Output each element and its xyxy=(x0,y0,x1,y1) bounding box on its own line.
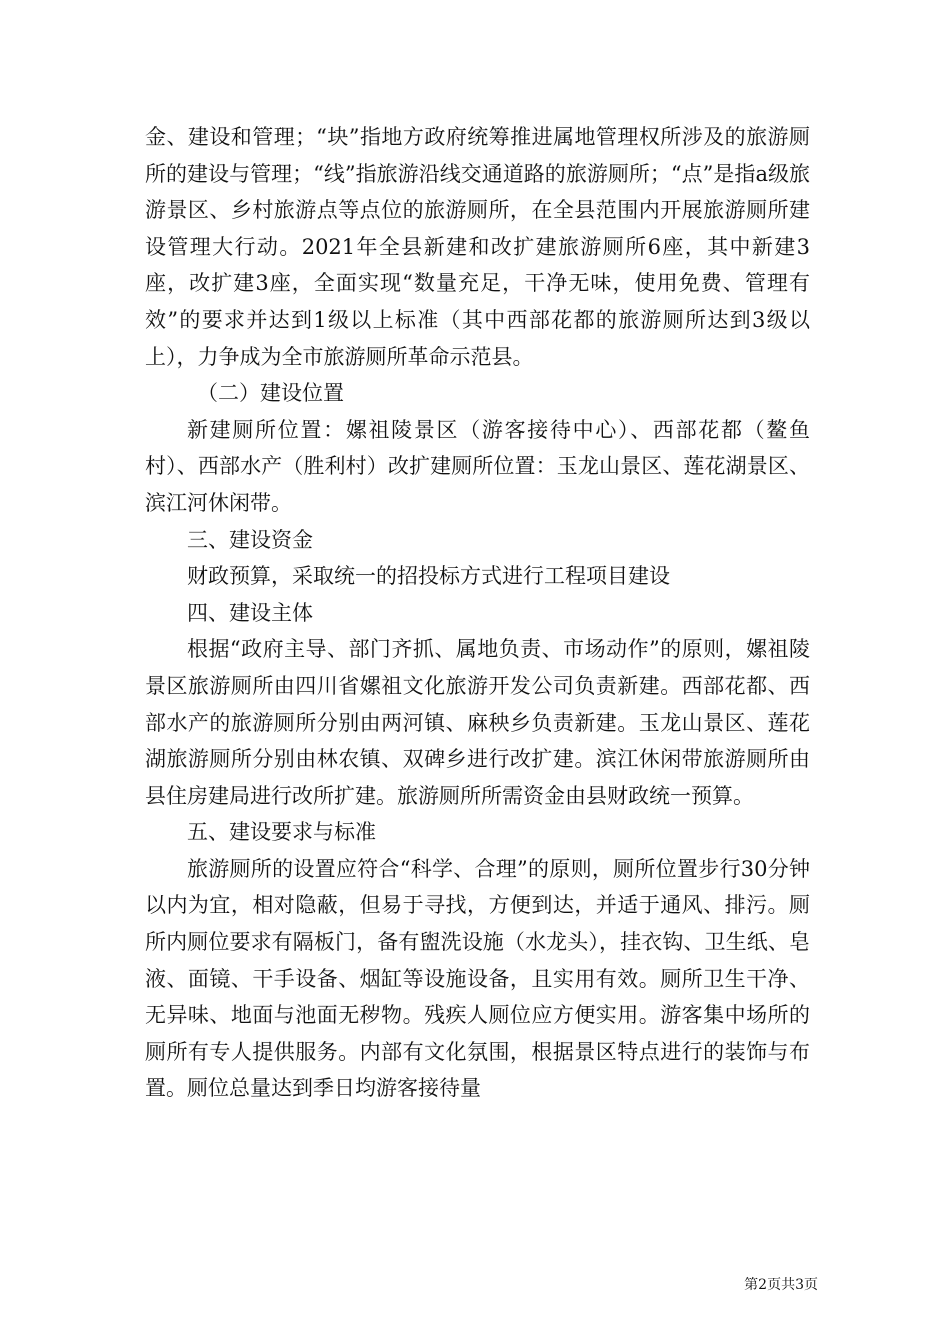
paragraph-locations: 新建厕所位置：嫘祖陵景区（游客接待中心）、西部花都（鳌鱼村）、西部水产（胜利村）改扩建厕所位置：玉龙山景区、莲花湖景区、滨江河休闲带。 xyxy=(145,417,810,515)
document-body xyxy=(145,119,810,1107)
paragraph-subject: 根据“政府主导、部门齐抓、属地负责、市场动作”的原则，嫘祖陵景区旅游厕所由四川省嫘祖文化旅游开发公司负责新建。西部花都、西部水产的旅游厕所分别由两河镇、麻秧乡负责新建。玉龙山景区、莲花湖旅游厕所分别由林农镇、双碑乡进行改扩建。滨江休闲带旅游厕所由县住房建局进行改所扩建。旅游厕所所需资金由县财政统一预算。 xyxy=(145,637,810,808)
page-number-footer: 第2页共3页 xyxy=(744,1277,818,1293)
heading-construction-location: （二）建设位置 xyxy=(197,381,344,406)
paragraph-requirements: 旅游厕所的设置应符合“科学、合理”的原则，厕所位置步行30分钟以内为宜，相对隐蔽，但易于寻找，方便到达，并适于通风、排污。厕所内厕位要求有隔板门，备有盥洗设施（水龙头），挂衣钩、卫生纸、皂液、面镜、干手设备、烟缸等设施设备，且实用有效。厕所卫生干净、无异味、地面与池面无秽物。残疾人厕位应方便实用。游客集中场所的厕所有专人提供服务。内部有文化氛围，根据景区特点进行的装饰与布置。厕位总量达到季日均游客接待量 xyxy=(145,856,810,1101)
heading-construction-funds: 三、建设资金 xyxy=(187,527,313,552)
heading-requirements-standards: 五、建设要求与标准 xyxy=(187,820,376,845)
heading-construction-subject: 四、建设主体 xyxy=(187,600,313,625)
paragraph-continuation: 金、建设和管理；“块”指地方政府统筹推进属地管理权所涉及的旅游厕所的建设与管理；“线”指旅游沿线交通道路的旅游厕所；“点”是指a级旅游景区、乡村旅游点等点位的旅游厕所，在全县范围内开展旅游厕所建设管理大行动。2021年全县新建和改扩建旅游厕所6座，其中新建3座，改扩建3座，全面实现“数量充足，干净无味，使用免费、管理有效”的要求并达到1级以上标准（其中西部花都的旅游厕所达到3级以上），力争成为全市旅游厕所革命示范县。 xyxy=(145,125,810,369)
paragraph-funds: 财政预算，采取统一的招投标方式进行工程项目建设 xyxy=(187,564,670,589)
